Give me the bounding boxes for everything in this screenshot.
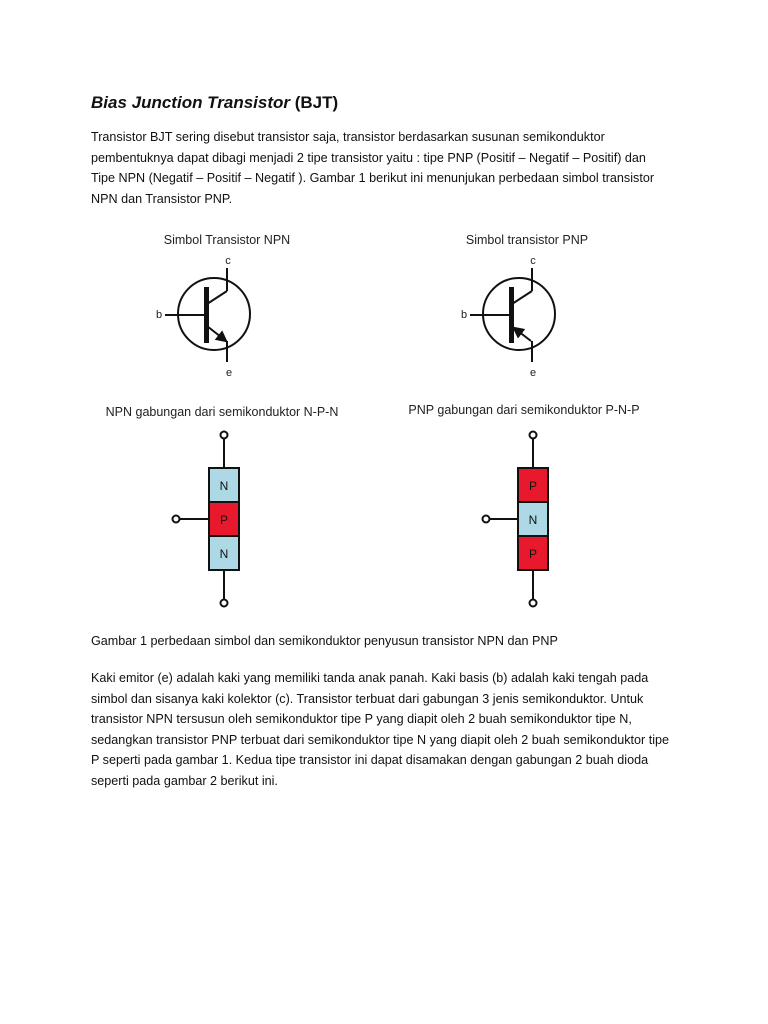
npn-layer-label: N xyxy=(219,547,229,561)
pnp-emitter-label: e xyxy=(529,367,537,379)
pnp-layers-title: PNP gabungan dari semikonduktor P-N-P xyxy=(408,403,640,417)
intro-line: NPN dan Transistor PNP. xyxy=(91,191,233,206)
npn-base-bar xyxy=(204,287,209,343)
npn-layer-label: N xyxy=(219,479,229,493)
pnp-layer-label: N xyxy=(528,513,538,527)
pnp-symbol-title: Simbol transistor PNP xyxy=(465,233,589,247)
npn-top-terminal xyxy=(221,432,228,439)
body-paragraph xyxy=(91,668,691,791)
heading-plain: (BJT) xyxy=(290,93,339,112)
pnp-layer-stack xyxy=(408,403,639,607)
pnp-base-bar xyxy=(509,287,514,343)
pnp-layer-label: P xyxy=(528,479,538,493)
pnp-base-terminal xyxy=(483,516,490,523)
npn-emitter-arrow xyxy=(207,326,226,341)
pnp-base-label: b xyxy=(460,309,468,321)
intro-line: Tipe NPN (Negatif – Positif – Negatif ). Gambar 1 berikut ini menunjukan perbedaan simbol transistor xyxy=(91,171,655,185)
heading-italic: Bias Junction Transistor xyxy=(91,93,291,112)
npn-bottom-terminal xyxy=(221,600,228,607)
npn-symbol xyxy=(156,233,290,379)
pnp-top-terminal xyxy=(530,432,537,439)
pnp-symbol xyxy=(461,233,588,379)
pnp-emitter-arrow xyxy=(514,328,531,341)
figure-caption: Gambar 1 perbedaan simbol dan semikonduktor penyusun transistor NPN dan PNP xyxy=(91,634,558,648)
npn-base-terminal xyxy=(173,516,180,523)
npn-base-label: b xyxy=(155,309,163,321)
npn-collector-label: c xyxy=(225,255,231,267)
body-line: sedangkan transistor PNP terbuat dari semikonduktor tipe N yang diapit oleh 2 buah semikonduktor tipe xyxy=(91,732,670,747)
npn-symbol-title: Simbol Transistor NPN xyxy=(163,233,291,247)
npn-layers-title: NPN gabungan dari semikonduktor N-P-N xyxy=(105,405,339,419)
body-line: P seperti pada gambar 1. Kedua tipe transistor ini dapat disamakan dengan gabungan 2 buah dioda xyxy=(91,753,649,767)
pnp-collector-label: c xyxy=(530,255,536,267)
pnp-layer-label: P xyxy=(528,547,538,561)
npn-layer-stack xyxy=(106,405,339,607)
body-line: transistor NPN tersusun oleh semikonduktor tipe P yang diapit oleh 2 buah semikonduktor tipe N, xyxy=(91,712,632,726)
npn-layer-label: P xyxy=(219,513,229,527)
body-line: seperti pada gambar 2 berikut ini. xyxy=(91,773,278,788)
pnp-bottom-terminal xyxy=(530,600,537,607)
npn-emitter-label: e xyxy=(225,367,233,379)
body-line: simbol dan sisanya kaki kolektor (c). Transistor terbuat dari gabungan 3 jenis semikonduktor. Untuk xyxy=(91,691,644,706)
intro-line: Transistor BJT sering disebut transistor saja, transistor berdasarkan susunan semikonduktor xyxy=(91,130,605,144)
intro-line: pembentuknya dapat dibagi menjadi 2 tipe transistor yaitu : tipe PNP (Positif – Negatif – Positif) dan xyxy=(91,150,646,165)
body-line: Kaki emitor (e) adalah kaki yang memiliki tanda anak panah. Kaki basis (b) adalah kaki tengah pada xyxy=(91,671,649,685)
